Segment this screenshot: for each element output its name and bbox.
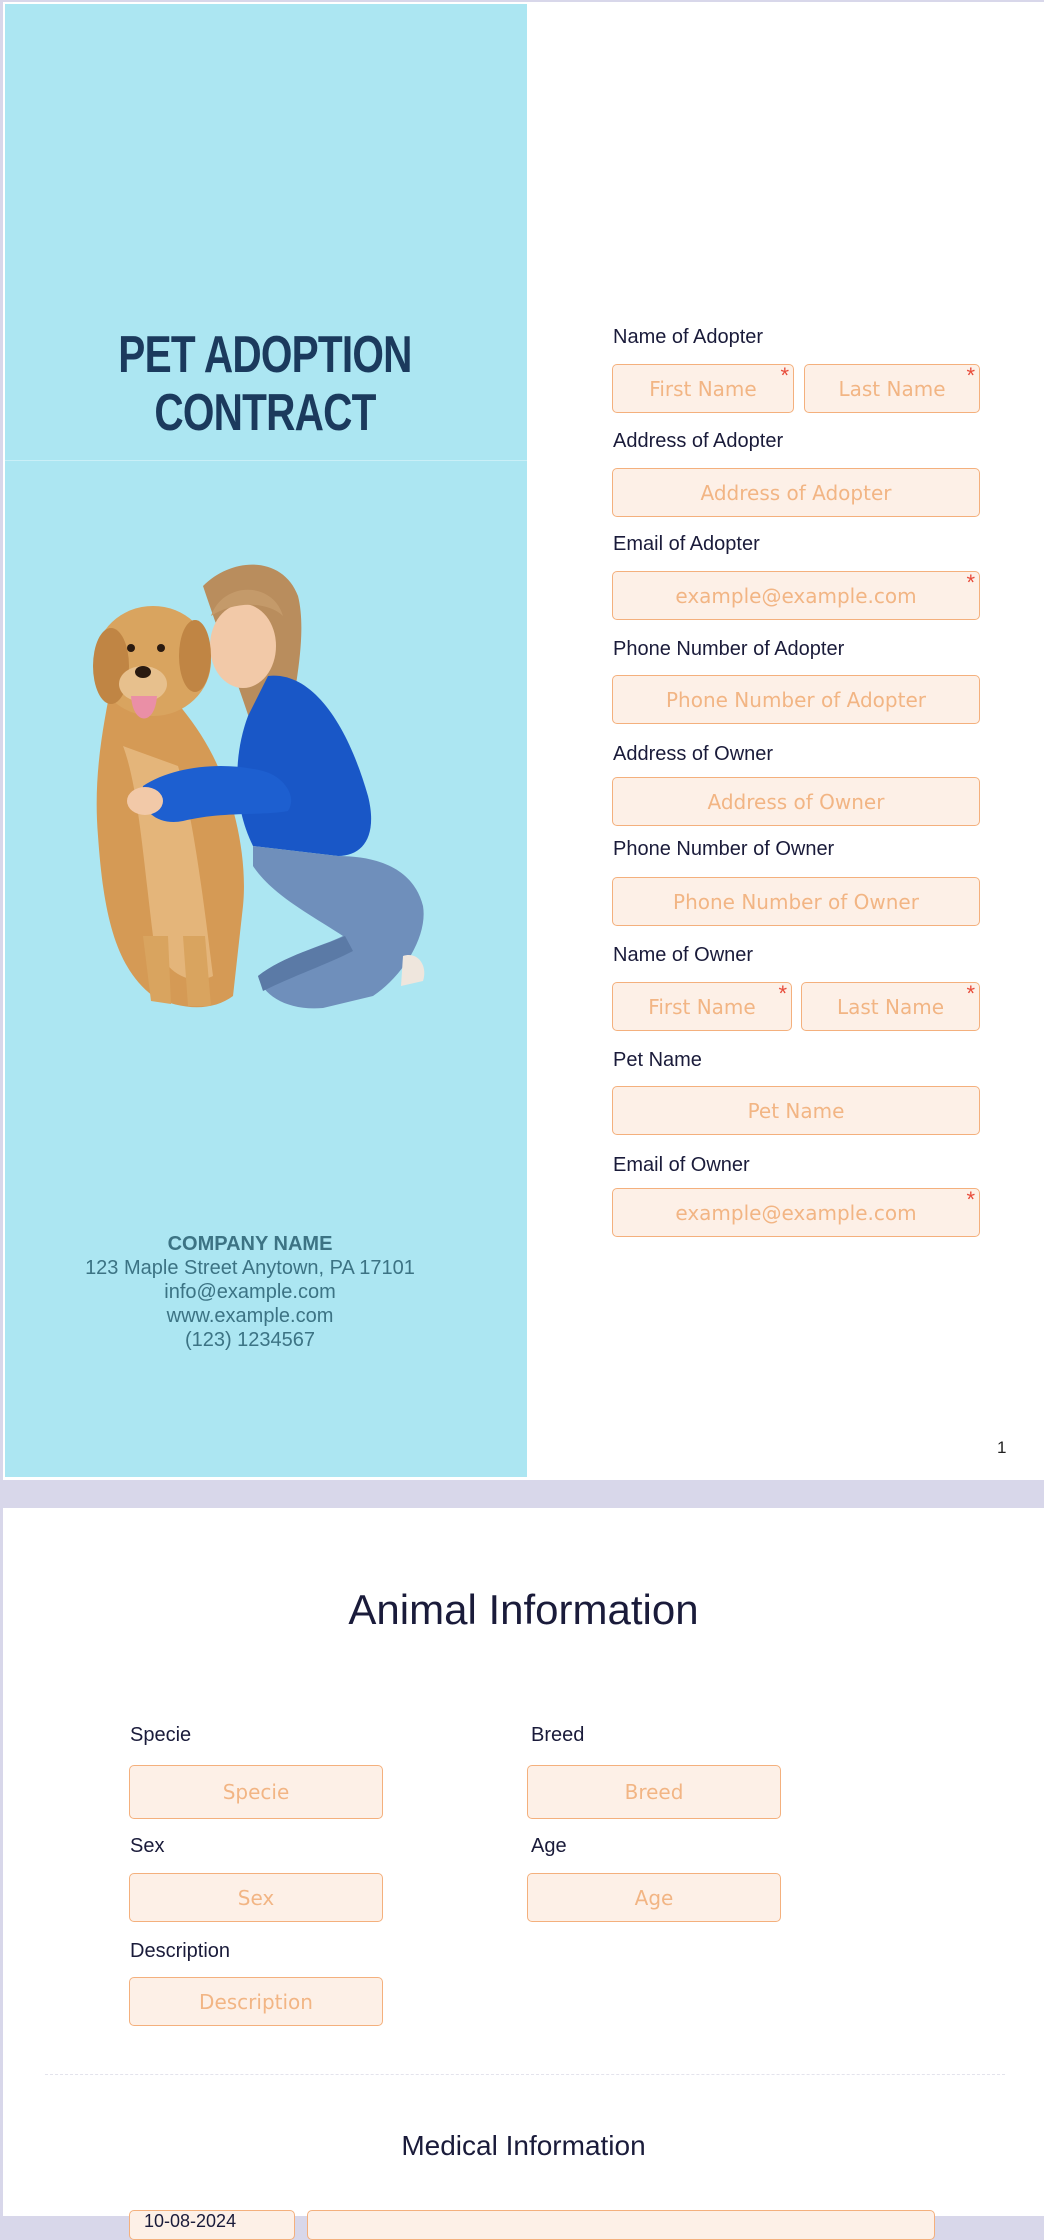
company-website: www.example.com <box>166 1305 334 1327</box>
woman-hugging-dog-photo <box>83 556 461 1026</box>
owner-first-name-field[interactable] <box>612 982 792 1031</box>
required-marker: * <box>966 981 975 1006</box>
animal-information-heading: Animal Information <box>348 1586 699 1633</box>
owner-address-label: Address of Owner <box>613 743 774 765</box>
specie-label: Specie <box>130 1724 192 1746</box>
adopter-email-label: Email of Adopter <box>613 533 760 555</box>
required-marker: * <box>780 363 789 388</box>
medical-date-field[interactable] <box>129 2210 295 2240</box>
owner-name-label: Name of Owner <box>613 944 754 966</box>
medical-details-field[interactable] <box>307 2210 935 2240</box>
company-email: info@example.com <box>164 1281 336 1303</box>
breed-field[interactable] <box>527 1765 781 1819</box>
owner-email-placeholder: example@example.com <box>675 1200 917 1225</box>
adopter-phone-field[interactable] <box>612 675 980 724</box>
sex-label: Sex <box>130 1835 165 1857</box>
adopter-address-label: Address of Adopter <box>613 430 784 452</box>
page-number: 1 <box>997 1438 1007 1457</box>
pet-name-placeholder: Pet Name <box>747 1098 845 1123</box>
adopter-address-field[interactable] <box>612 468 980 517</box>
owner-last-name-placeholder: Last Name <box>836 994 945 1019</box>
medical-information-heading: Medical Information <box>401 2130 646 2161</box>
age-field[interactable] <box>527 1873 781 1922</box>
contract-page-2 <box>3 1508 1044 2231</box>
contract-page-1 <box>3 2 1044 1480</box>
medical-date-value: 10-08-2024 <box>144 2211 237 2231</box>
required-marker: * <box>966 1187 975 1212</box>
required-marker: * <box>966 570 975 595</box>
adopter-address-placeholder: Address of Adopter <box>700 480 892 505</box>
sex-field[interactable] <box>129 1873 383 1922</box>
description-placeholder: Description <box>199 1989 313 2014</box>
specie-field[interactable] <box>129 1765 383 1819</box>
cover-title-line-1: PET ADOPTION <box>118 326 412 384</box>
pet-name-field[interactable] <box>612 1086 980 1135</box>
age-label: Age <box>531 1835 567 1857</box>
breed-label: Breed <box>531 1724 585 1746</box>
required-marker: * <box>778 981 787 1006</box>
owner-phone-placeholder: Phone Number of Owner <box>673 889 919 914</box>
adopter-name-label: Name of Adopter <box>613 326 764 348</box>
company-address: 123 Maple Street Anytown, PA 17101 <box>85 1257 415 1279</box>
owner-first-name-placeholder: First Name <box>648 994 756 1019</box>
owner-phone-label: Phone Number of Owner <box>613 838 835 860</box>
age-placeholder: Age <box>634 1885 674 1910</box>
cover-panel <box>5 4 527 1477</box>
owner-email-label: Email of Owner <box>613 1154 750 1176</box>
sex-placeholder: Sex <box>237 1885 275 1910</box>
specie-placeholder: Specie <box>222 1780 290 1804</box>
section-divider <box>45 2074 1005 2075</box>
owner-address-field[interactable] <box>612 777 980 826</box>
company-info <box>35 1232 465 1352</box>
description-field[interactable] <box>129 1977 383 2026</box>
company-name: COMPANY NAME <box>167 1233 333 1255</box>
required-marker: * <box>966 363 975 388</box>
pet-name-label: Pet Name <box>613 1049 702 1071</box>
description-label: Description <box>130 1940 231 1962</box>
adopter-first-name-field[interactable] <box>612 364 794 413</box>
panel-divider <box>5 460 527 461</box>
adopter-phone-placeholder: Phone Number of Adopter <box>666 687 926 712</box>
adopter-first-name-placeholder: First Name <box>649 376 757 401</box>
owner-phone-field[interactable] <box>612 877 980 926</box>
adopter-email-field[interactable] <box>612 571 980 620</box>
cover-title-line-2: CONTRACT <box>154 384 376 442</box>
owner-email-field[interactable] <box>612 1188 980 1237</box>
owner-address-placeholder: Address of Owner <box>707 789 885 814</box>
adopter-phone-label: Phone Number of Adopter <box>613 638 845 660</box>
company-phone: (123) 1234567 <box>184 1329 316 1351</box>
breed-placeholder: Breed <box>624 1780 684 1804</box>
owner-last-name-field[interactable] <box>801 982 980 1031</box>
adopter-email-placeholder: example@example.com <box>675 583 917 608</box>
cover-title <box>86 326 445 442</box>
adopter-last-name-placeholder: Last Name <box>838 376 946 401</box>
adopter-last-name-field[interactable] <box>804 364 980 413</box>
